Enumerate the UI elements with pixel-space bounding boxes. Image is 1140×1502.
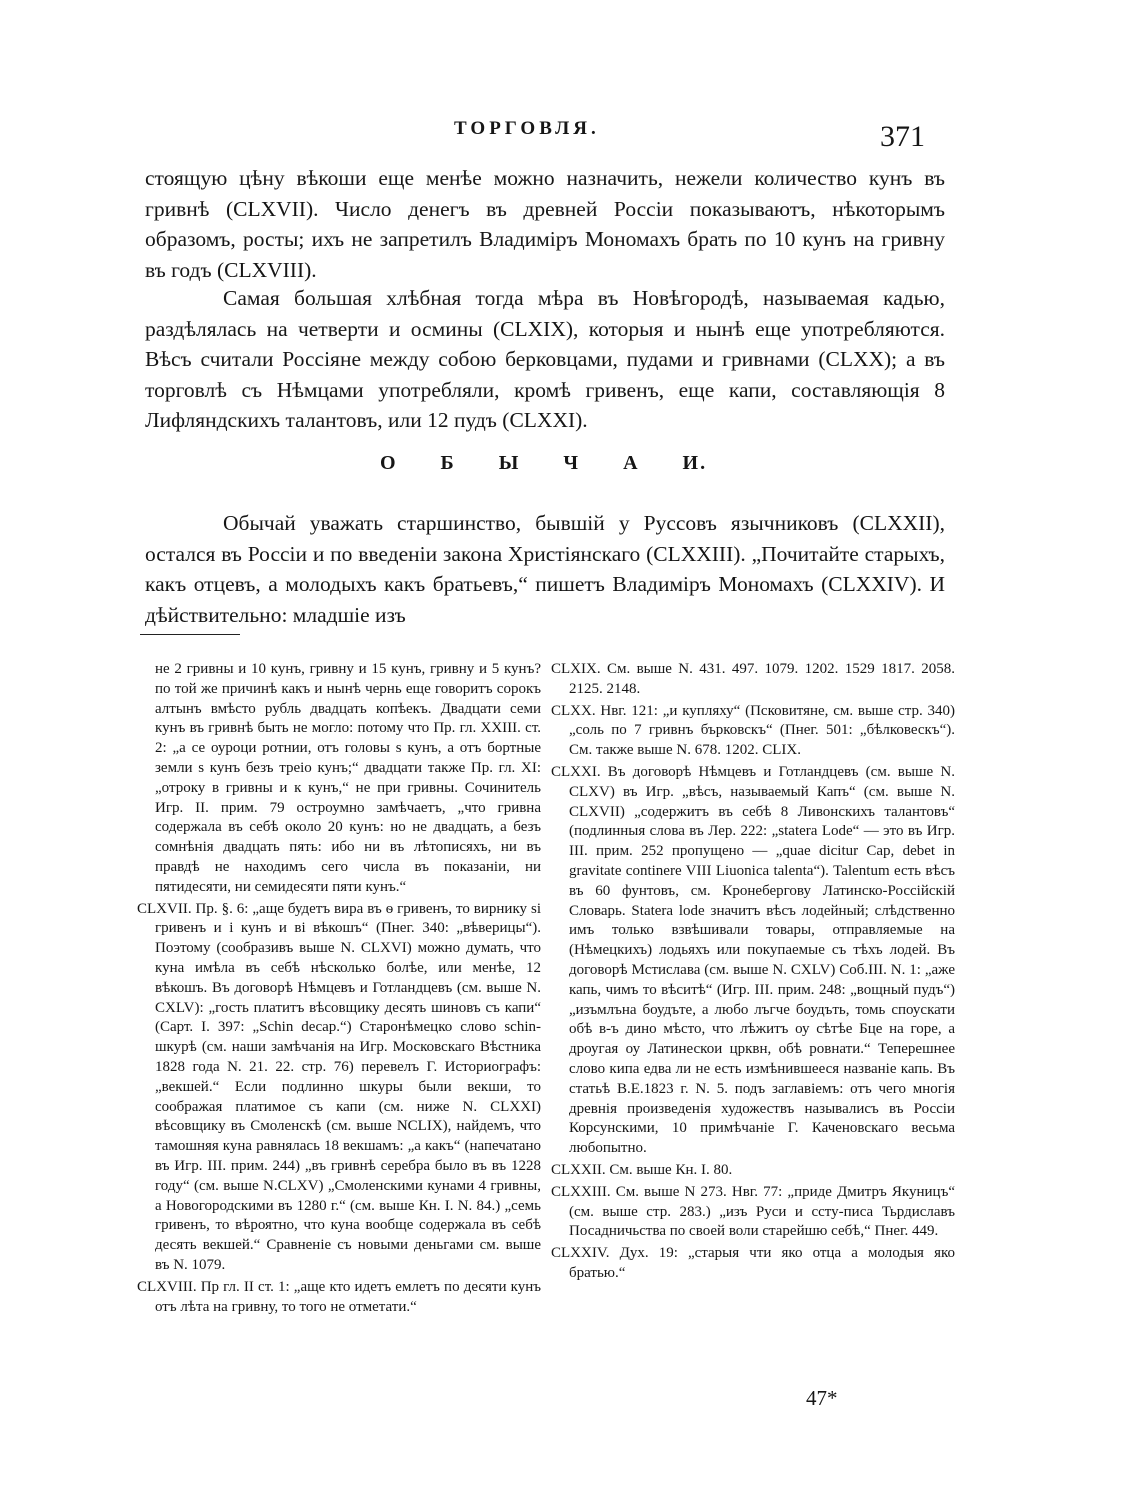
main-paragraph xyxy=(145,508,945,630)
page-number: 371 xyxy=(880,120,925,153)
paragraph-text: Обычай уважать старшинство, бывшій у Руссовъ язычниковъ (CLXXII), остался въ Россіи и по введеніи закона Христіянскаго (CLXXIII). „Почитайте старыхъ, какъ отцевъ, а молодыхъ какъ братьевъ,“ пишетъ Владиміръ Мономахъ (CLXXIV). И дѣйствительно: младшіе изъ xyxy=(145,511,945,627)
running-title: ТОРГОВЛЯ. xyxy=(454,118,600,139)
footnotes-right-column xyxy=(551,660,955,1286)
paragraph-text: Самая большая хлѣбная тогда мѣра въ Новѣгородѣ, называемая кадью, раздѣлялась на четверти и осмины (CLXIX), которыя и нынѣ еще употребляются. Вѣсъ считали Россіяне между собою берковцами, пудами и гривнами (CLXX); а въ торговлѣ съ Нѣмцами употребляли, кромѣ гривенъ, еще капи, составляющія 8 Лифляндскихъ талантовъ, или 12 пудъ (CLXXI). xyxy=(145,286,945,433)
footnote: CLXVIII. Пр гл. II ст. 1: „аще кто идетъ емлетъ по десяти кунъ отъ лѣта на гривну, то того не отметати.“ xyxy=(137,1278,541,1315)
footnote-separator xyxy=(140,634,240,635)
footnote: CLXIX. См. выше N. 431. 497. 1079. 1202. 1529 1817. 2058. 2125. 2148. xyxy=(551,661,955,697)
footnote: не 2 гривны и 10 кунъ, гривну и 15 кунъ, гривну и 5 кунъ? по той же причинѣ какъ и нынѣ чернь еще говоритъ сорокъ алтынъ вмѣсто рубль двадцать копѣекъ. Двадцати семи кунъ въ гривнѣ быть не могло: потому что Пр. гл. XXIII. ст. 2: „а се оуроци ротнии, отъ головы ѕ кунъ, а отъ бортные земли ѕ кунъ безъ треіо кунъ;“ двадцати также Пр. гл. XI: „отроку в гривны и к кунъ,“ не при гривны. Сочинитель Игр. II. прим. 79 остроумно замѣчаетъ, „что гривна содержала въ себѣ около 20 кунъ: но не двадцать, а безъ сомнѣнія двадцать пять: ибо ни въ лѣтописяхъ, ни въ правдѣ не находимъ сего числа въ показаніи, ни пятидесяти, ни семидесяти пяти кунъ.“ xyxy=(155,661,541,895)
paragraph-text: стоящую цѣну вѣкоши еще менѣе можно назначить, нежели количество кунъ въ гривнѣ (CLXVII). Число денегъ въ древней Россіи показываютъ, нѣкоторымъ образомъ, росты; ихъ не запретилъ Владиміръ Мономахъ брать по 10 кунъ на гривну въ годъ (CLXVIII). xyxy=(145,166,945,282)
footnote: CLXVII. Пр. §. 6: „аще будетъ вира въ ѳ гривенъ, то вирнику ѕі гривенъ и і кунъ и ві вѣкошъ“ (Пнег. 340: „вѣверицы“). Поэтому (сообразивъ выше N. CLXVI) можно думать, что куна имѣла въ себѣ нѣсколько болѣе, или менѣе, 12 вѣкошъ. Въ договорѣ Нѣмцевъ и Готландцевъ (см. выше N. CXLV): „гость платитъ вѣсовщику десять шиновъ съ капи“ (Сарт. I. 397: „Schin decap.“) Старонѣмецко слово schin-шкурѣ (см. наши замѣчанія на Игр. Московскаго Вѣстника 1828 года N. 21. 22. стр. 76) перевелъ Г. Историографъ: „векшей.“ Если подлинно шкуры были векши, то соображая платимое съ капи (см. ниже N. CLXXI) вѣсовщику въ Смоленскѣ (см. выше NCLIX), найдемъ, что тамошняя куна равнялась 18 векшамъ: „а какъ“ (напечатано въ Игр. III. прим. 244) „въ гривнѣ серебра было въ въ 1228 году“ (см. выше N.CLXV) „Смоленскими кунами 4 гривны, а Новогородскими въ 1280 г.“ (см. выше Кн. I. N. 84.) „семь гривенъ, то вѣроятно, что куна вообще содержала въ себѣ десять векшей.“ Сравненіе съ новыми деньгами см. выше въ N. 1079. xyxy=(137,900,541,1273)
footnotes-left-column xyxy=(137,660,541,1319)
footnote: CLXX. Нвг. 121: „и купляху“ (Псковитяне, см. выше стр. 340) „соль по 7 гривнъ бърковскъ“ (Пнег. 501: „бѣлковескъ“). См. также выше N. 678. 1202. CLIX. xyxy=(551,702,955,759)
footnote: CLXXI. Въ договорѣ Нѣмцевъ и Готландцевъ (см. выше N. CLXV) въ Игр. „вѣсъ, называемый Капъ“ (см. выше N. CLXVII) „содержитъ въ себѣ 8 Ливонскихъ талантовъ“ (подлинныя слова въ Лер. 222: „statera Lode“ — это въ Игр. III. прим. 252 пропущено — „quae dicitur Cap, debet in gravitate continere VIII Liuonica talenta“). Talentum есть вѣсъ въ 60 фунтовъ, см. Кронебергову Латинско-Россійскій Словарь. Statera lode значитъ вѣсъ лодейный; слѣдственно имъ только взвѣшивали товары, отправляемые на (Нѣмецкихъ) лодьяхъ или покупаемые съ тѣхъ лодей. Въ договорѣ Мстислава (см. выше N. CXLV) Соб.III. N. 1: „аже капь, чимъ то вѣситѣ“ (Игр. III. прим. 248: „вощный пудъ“) „изъмлъна боудъте, а любо лъгче боудъть, томь споускати обѣ в-ъ дино мѣсто, что лѣжитъ оу сѣтѣе Бце на горе, а дроугая оу Латинескои црквн, обѣ ровнати.“ Теперешнее слово кипа едва ли не есть измѣнившееся названіе капь. Въ статьѣ В.Е.1823 г. N. 5. подъ заглавіемъ: отъ чего многія древнія произведенія художествъ называлисъ въ Россіи Корсунскими, 10 примѣчаніе Г. Каченовскаго весьма любопытно. xyxy=(551,763,955,1157)
main-paragraph xyxy=(145,283,945,436)
signature-mark: 47* xyxy=(806,1386,838,1410)
footnote: CLXXII. См. выше Кн. I. 80. xyxy=(551,1161,733,1178)
footnote: CLXXIV. Дух. 19: „старыя чти яко отца а молодыя яко братью.“ xyxy=(551,1245,955,1281)
section-heading: О Б Ы Ч А И. xyxy=(380,452,708,474)
main-paragraph xyxy=(145,163,945,285)
footnote: CLXXIII. См. выше N 273. Нвг. 77: „приде Дмитръ Якуницъ“ (см. выше стр. 283.) „изъ Руси и ссту-писа Тьрдиславъ Посадничьства по своей воли старейшю себѣ,“ Пнег. 449. xyxy=(551,1183,955,1240)
